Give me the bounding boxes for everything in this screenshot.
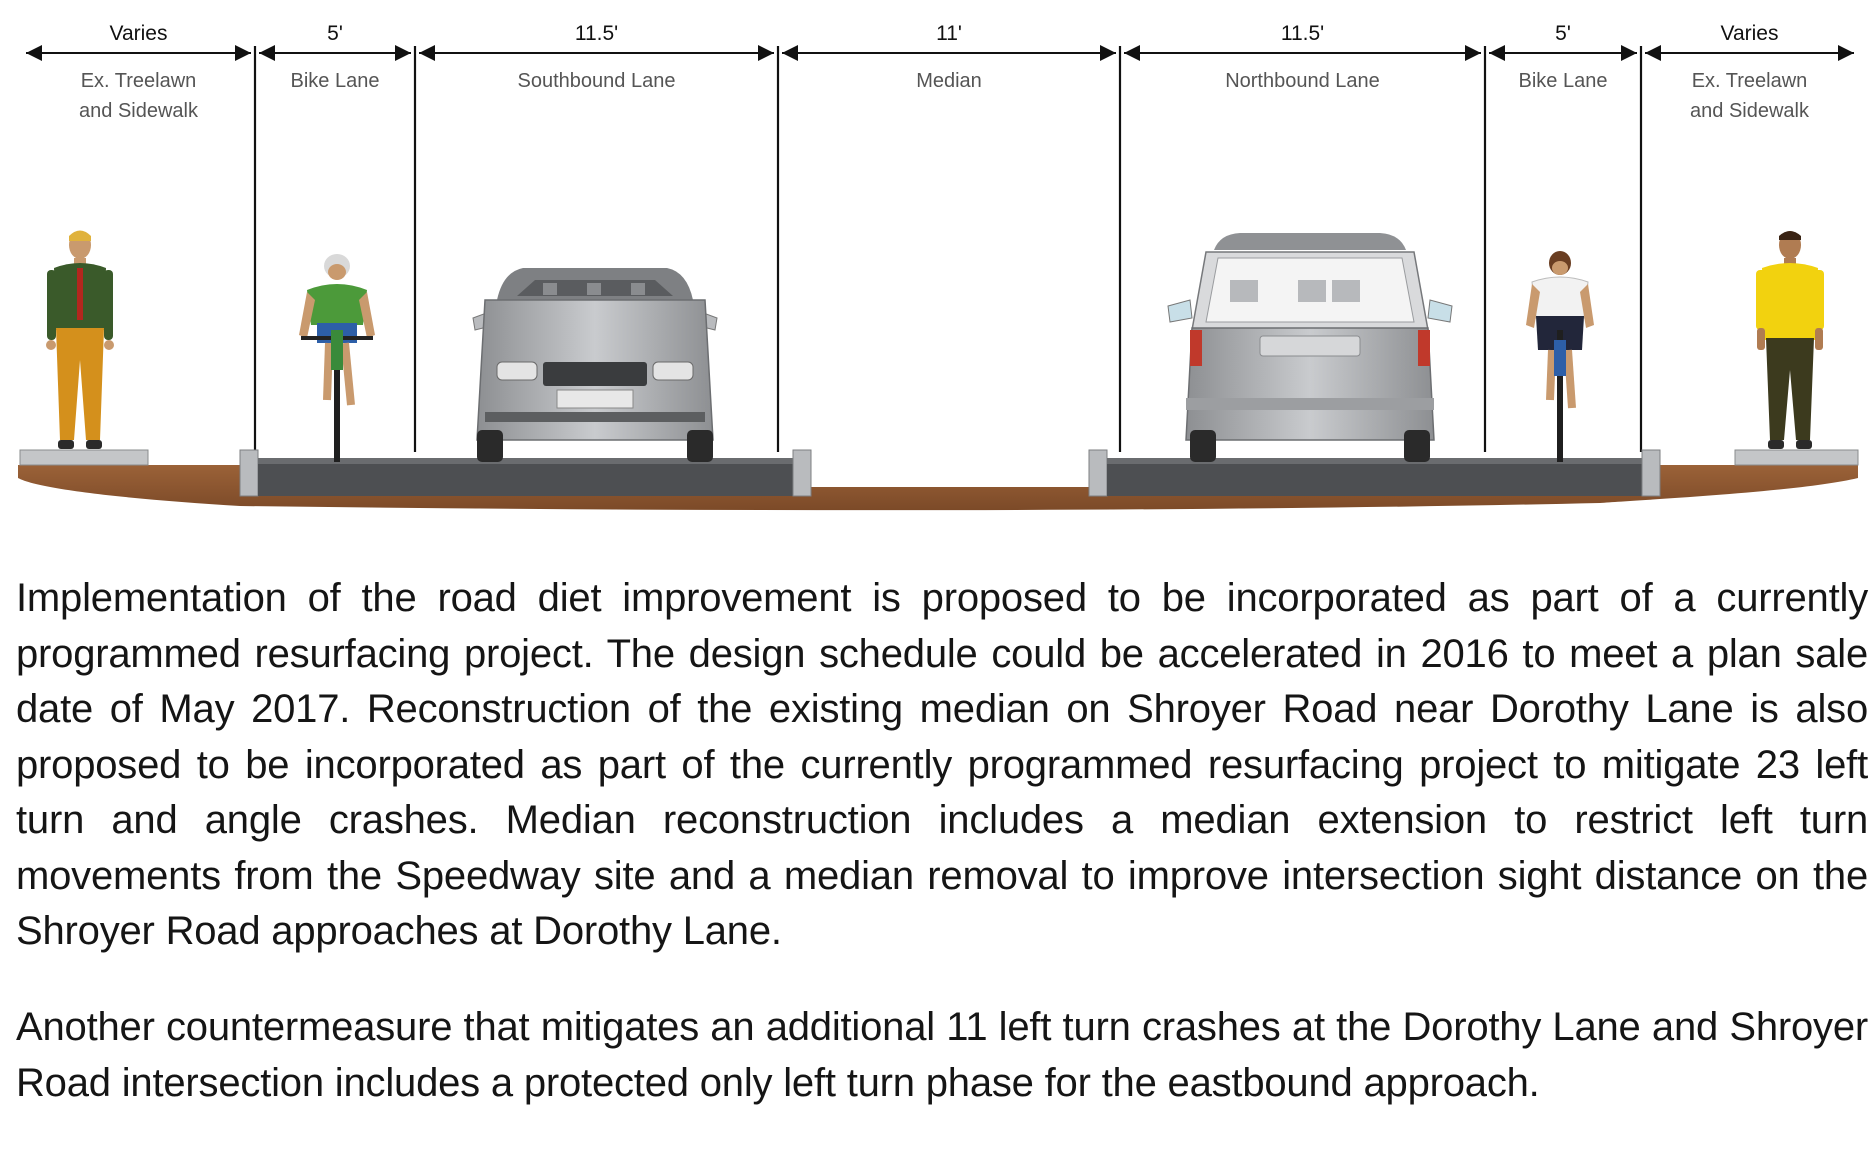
pedestrian-icon (1756, 231, 1824, 449)
segment-width: 5' (1555, 22, 1571, 45)
left-curb (240, 450, 258, 496)
segment-label: Median (916, 70, 982, 92)
segment-label: and Sidewalk (79, 100, 198, 122)
pedestrian-icon (46, 231, 114, 450)
dimension-layer (26, 22, 1854, 452)
segment-width: Varies (109, 22, 168, 45)
median-curb-left (793, 450, 811, 496)
cyclist-icon (1526, 251, 1594, 462)
left-sidewalk (20, 450, 148, 465)
segment-width: 11.5' (574, 22, 619, 45)
segment-label: Southbound Lane (517, 70, 676, 92)
segment-label: and Sidewalk (1690, 100, 1809, 122)
segment-label: Ex. Treelawn (1691, 70, 1808, 92)
segment-label: Northbound Lane (1225, 70, 1380, 92)
segment-label: Ex. Treelawn (80, 70, 197, 92)
cyclist-icon (299, 254, 375, 462)
paragraph-countermeasure: Another countermeasure that mitigates an additional 11 left turn crashes at the Dorothy Lane and Shroyer Road intersection includes a protected only left turn phase for the eastbound approach. (16, 1005, 1868, 1105)
southbound-pavement (258, 462, 793, 496)
right-sidewalk (1735, 450, 1858, 465)
segment-width: 11' (936, 22, 962, 45)
median-curb-right (1089, 450, 1107, 496)
right-curb (1642, 450, 1660, 496)
segment-width: 5' (327, 22, 343, 45)
segment-width: 11.5' (1280, 22, 1325, 45)
road-cross-section (0, 0, 1870, 520)
paragraph-road-diet: Implementation of the road diet improvement is proposed to be incorporated as part of a currently programmed resurfacing project. The design schedule could be accelerated in 2016 to meet a plan sale date of May 2017. Reconstruction of the existing median on Shroyer Road near Dorothy Lane is also proposed to be incorporated as part of the currently programmed resurfacing project to mitigate 23 left turn and angle crashes. Median reconstruction includes a median extension to restrict left turn movements from the Speedway site and a median removal to improve intersection sight distance on the Shroyer Road approaches at Dorothy Lane. (16, 576, 1868, 953)
car-rear-icon (1168, 233, 1452, 462)
car-front-icon (473, 268, 717, 462)
segment-label: Bike Lane (290, 70, 380, 92)
ground (18, 450, 1858, 510)
northbound-pavement (1107, 462, 1642, 496)
segment-width: Varies (1720, 22, 1779, 45)
segment-label: Bike Lane (1518, 70, 1608, 92)
